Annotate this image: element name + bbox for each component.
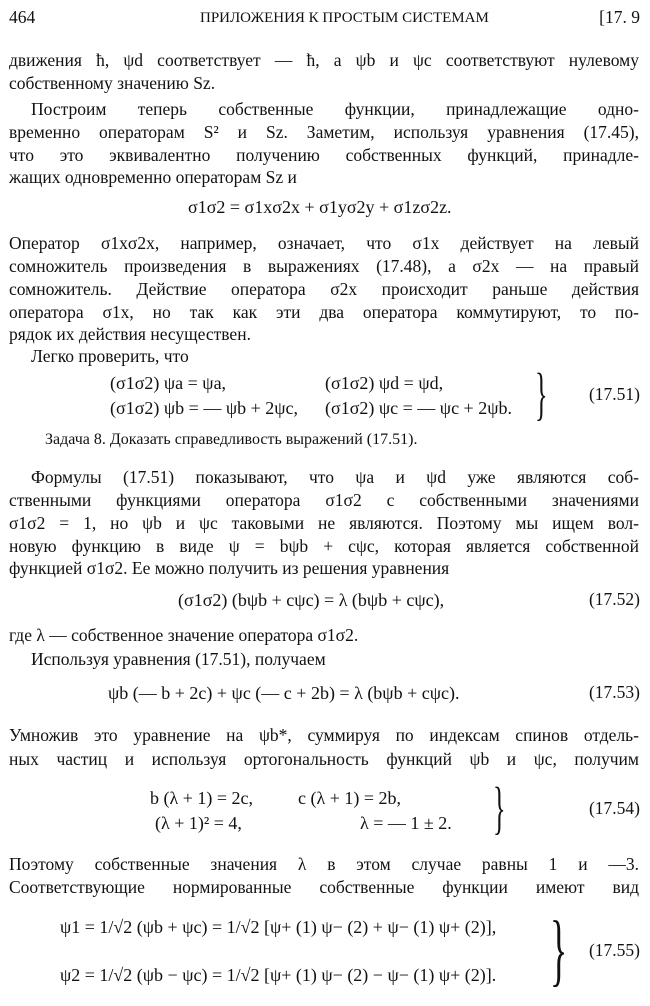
text-line: новую функцию в виде ψ = bψb + cψc, которая является собственной xyxy=(9,536,639,556)
equation-17-54-c: (λ + 1)² = 4, xyxy=(155,813,242,833)
text-line: Построим теперь собственные функции, принадлежащие одно- xyxy=(31,99,639,119)
text-line: Соответствующие нормированные собственные функции имеют вид xyxy=(9,877,639,897)
text-line: временно операторам S² и Sz. Заметим, используя уравнения (17.45), xyxy=(9,122,639,142)
equation-17-51-b: (σ1σ2) ψd = ψd, xyxy=(325,373,444,393)
equation-17-52: (σ1σ2) (bψb + cψc) = λ (bψb + cψc), xyxy=(178,590,445,610)
text-line: сомножитель произведения в выражениях (17.48), а σ2x — на правый xyxy=(9,256,639,276)
text-line: Оператор σ1xσ2x, например, означает, что σ1x действует на левый xyxy=(9,233,639,253)
text-line: Умножив это уравнение на ψb*, суммируя по индексам спинов отдель- xyxy=(9,725,639,745)
text-line: Используя уравнения (17.51), получаем xyxy=(31,649,326,669)
right-brace: } xyxy=(550,906,568,994)
text-line: Поэтому собственные значения λ в этом случае равны 1 и —3. xyxy=(9,854,639,874)
running-title: ПРИЛОЖЕНИЯ К ПРОСТЫМ СИСТЕМАМ xyxy=(200,10,489,26)
page-number: 464 xyxy=(9,7,36,27)
equation-17-54-d: λ = — 1 ± 2. xyxy=(360,813,452,833)
text-line: где λ — собственное значение оператора σ1σ2. xyxy=(9,625,359,645)
text-line: что это эквивалентно получению собственных функций, принадле- xyxy=(9,145,639,165)
equation-17-51-c: (σ1σ2) ψb = — ψb + 2ψc, xyxy=(110,398,298,418)
equation-17-51-a: (σ1σ2) ψa = ψa, xyxy=(110,373,227,393)
text-line: собственному значению Sz. xyxy=(9,73,216,93)
task-8: Задача 8. Доказать справедливость выражений (17.51). xyxy=(45,431,418,448)
equation-17-51-d: (σ1σ2) ψc = — ψc + 2ψb. xyxy=(325,398,512,418)
right-brace: } xyxy=(493,775,506,840)
equation-number: (17.51) xyxy=(588,384,640,404)
equation-17-53: ψb (— b + 2c) + ψc (— c + 2b) = λ (bψb + cψc). xyxy=(108,683,460,703)
text-line: сомножитель. Действие оператора σ2x происходит раньше действия xyxy=(9,279,639,299)
text-line: ственными функциями оператора σ1σ2 с собственными значениями xyxy=(9,490,639,510)
equation-number: (17.52) xyxy=(588,589,640,609)
equation-17-55-b: ψ2 = 1/√2 (ψb − ψc) = 1/√2 [ψ+ (1) ψ− (2) − ψ− (1) ψ+ (2)]. xyxy=(60,965,497,985)
text-line: Формулы (17.51) показывают, что ψa и ψd уже являются соб- xyxy=(31,467,639,487)
equation-number: (17.54) xyxy=(588,798,640,818)
equation-sigma-product: σ1σ2 = σ1xσ2x + σ1yσ2y + σ1zσ2z. xyxy=(188,197,452,217)
text-line: σ1σ2 = 1, но ψb и ψc таковыми не являются. Поэтому мы ищем вол- xyxy=(9,513,639,533)
text-line: движения ħ, ψd соответствует — ħ, а ψb и ψc соответствуют нулевому xyxy=(9,50,639,70)
text-line: Легко проверить, что xyxy=(31,346,189,366)
equation-17-54-a: b (λ + 1) = 2c, xyxy=(150,788,254,808)
equation-number: (17.53) xyxy=(588,682,640,702)
section-number: [17. 9 xyxy=(599,7,640,27)
equation-number: (17.55) xyxy=(588,940,640,960)
right-brace: } xyxy=(535,361,548,426)
text-line: ных частиц и используя ортогональность функций ψb и ψc, получим xyxy=(9,749,639,769)
text-line: рядок их действия несуществен. xyxy=(9,324,251,344)
equation-17-55-a: ψ1 = 1/√2 (ψb + ψc) = 1/√2 [ψ+ (1) ψ− (2) + ψ− (1) ψ+ (2)], xyxy=(60,917,497,937)
text-line: функцией σ1σ2. Ее можно получить из решения уравнения xyxy=(9,558,450,578)
text-line: оператора σ1x, но так как эти два оператора коммутируют, то по- xyxy=(9,302,639,322)
text-line: жащих одновременно операторам Sz и xyxy=(9,167,297,187)
equation-17-54-b: c (λ + 1) = 2b, xyxy=(298,788,402,808)
